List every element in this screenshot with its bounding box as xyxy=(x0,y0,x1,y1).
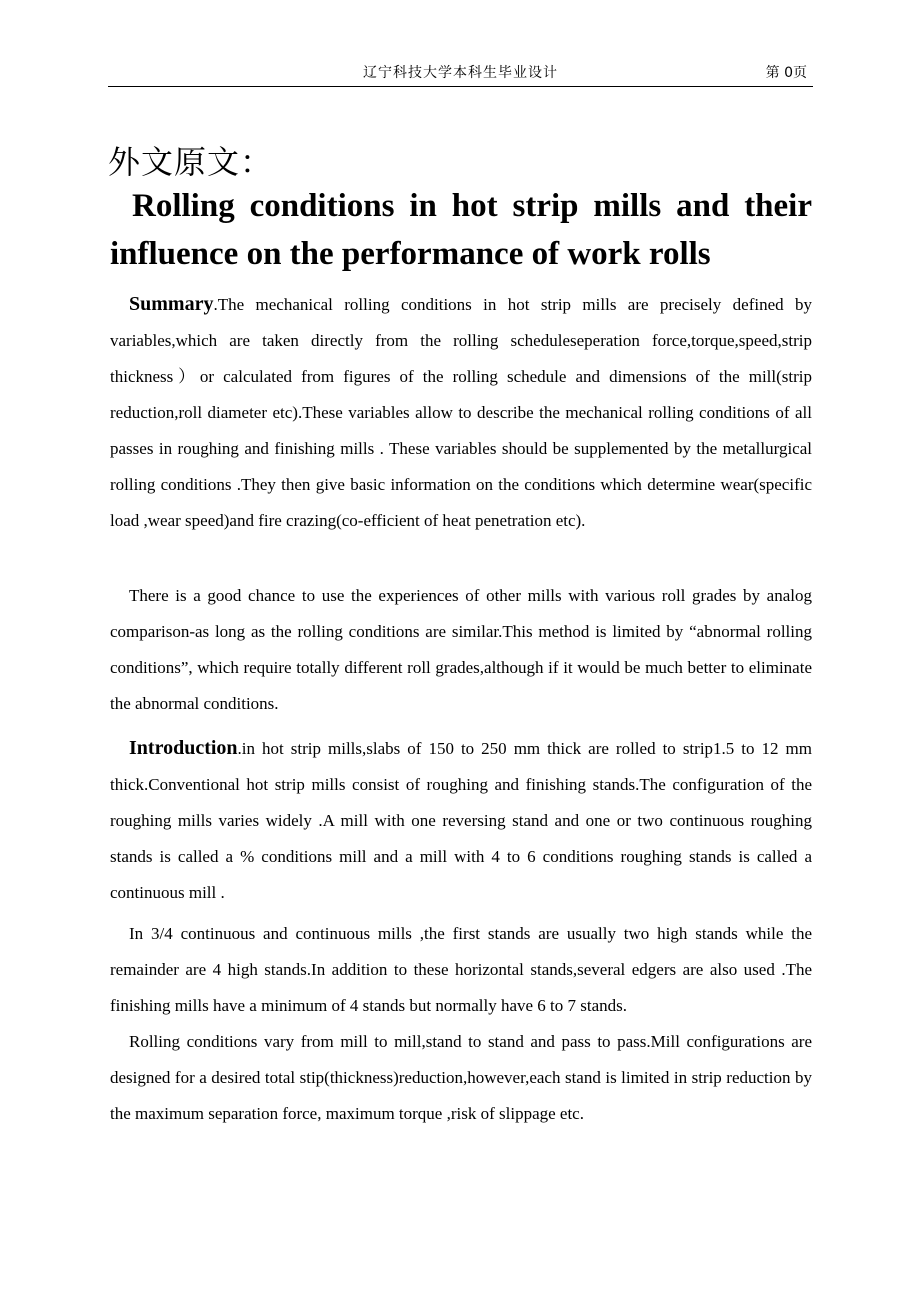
introduction-paragraph xyxy=(110,730,812,911)
paragraph-5: Rolling conditions vary from mill to mill,stand to stand and pass to pass.Mill configurations are designed for a desired total stip(thickness)reduction,however,each stand is limited in strip reduction by the maximum separation force, maximum torque ,risk of slippage etc. xyxy=(110,1032,812,1123)
introduction-text: .in hot strip mills,slabs of 150 to 250 mm thick are rolled to strip1.5 to 12 mm thick.Conventional hot strip mills consist of roughing and finishing stands.The configuration of the roughing mills varies widely .A mill with one reversing stand and one or two continuous roughing stands is called a % conditions mill and a mill with 4 to 6 conditions roughing stands is called a continuous mill . xyxy=(110,739,812,902)
summary-heading: Summary xyxy=(129,293,214,315)
paragraph-2: There is a good chance to use the experiences of other mills with various roll grades by analog comparison-as long as the rolling conditions are similar.This method is limited by “abnormal rolling conditions”, which require totally different roll grades,although if it would be much better to eliminate the abnormal conditions. xyxy=(110,586,812,713)
header-page-number: 第 0页 xyxy=(765,65,807,81)
paragraph-5-block xyxy=(110,1024,812,1132)
section-label: 外文原文： xyxy=(108,143,274,181)
summary-paragraph xyxy=(110,286,812,539)
introduction-paragraph-block xyxy=(110,730,812,911)
summary-paragraph-block xyxy=(110,286,812,539)
page-header xyxy=(108,58,813,87)
header-title: 辽宁科技大学本科生毕业设计 xyxy=(363,65,558,81)
introduction-heading: Introduction xyxy=(129,737,238,759)
summary-text: .The mechanical rolling conditions in hot strip mills are precisely defined by variables,which are taken directly from the rolling scheduleseperation force,torque,speed,strip thickness）or calculated from figures of the rolling schedule and dimensions of the mill(strip reduction,roll diameter etc).These variables allow to describe the mechanical rolling conditions of all passes in roughing and finishing mills . These variables should be supplemented by the metallurgical rolling conditions .They then give basic information on the conditions which determine wear(specific load ,wear speed)and fire crazing(co-efficient of heat penetration etc). xyxy=(110,295,812,530)
paragraph-4-block xyxy=(110,916,812,1024)
paragraph-4: In 3/4 continuous and continuous mills ,the first stands are usually two high stands while the remainder are 4 high stands.In addition to these horizontal stands,several edgers are also used .The finishing mills have a minimum of 4 stands but normally have 6 to 7 stands. xyxy=(110,924,812,1015)
paper-title: Rolling conditions in hot strip mills and their influence on the performance of work rolls xyxy=(110,188,812,272)
paragraph-2-block xyxy=(110,578,812,722)
